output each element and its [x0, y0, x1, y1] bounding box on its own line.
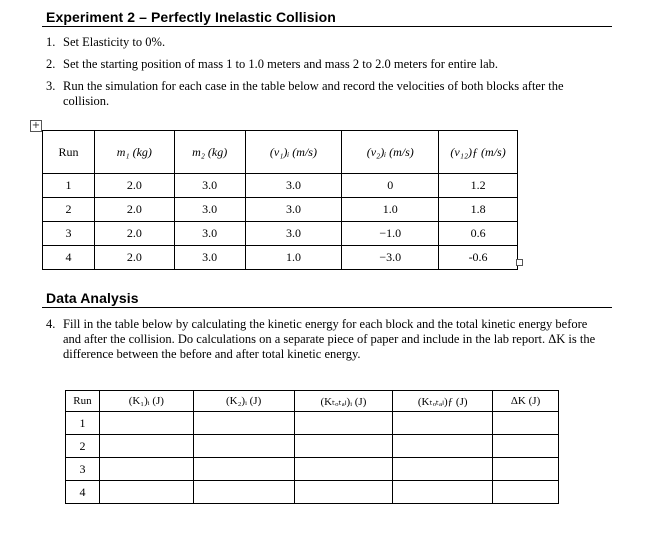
header-cell: (Kₜₒₜₐₗ)ᵢ (J)	[294, 391, 393, 412]
table-cell[interactable]: 1.0	[342, 198, 439, 222]
table-cell[interactable]: 2	[66, 435, 100, 458]
table-cell[interactable]: 1.8	[439, 198, 518, 222]
table-cell[interactable]: -0.6	[439, 246, 518, 270]
step-text: Run the simulation for each case in the table below and record the velocities of both blocks after the collision.	[63, 79, 564, 108]
table-cell[interactable]: 2.0	[94, 222, 174, 246]
header-cell: Run	[43, 131, 95, 174]
table-cell[interactable]	[99, 435, 193, 458]
table-header-row	[66, 391, 559, 412]
table-cell[interactable]	[99, 481, 193, 504]
table-cell[interactable]	[393, 481, 493, 504]
step-text: Set Elasticity to 0%.	[63, 35, 166, 49]
table-cell[interactable]	[193, 412, 294, 435]
header-cell: m₁ (kg)	[94, 131, 174, 174]
table-cell[interactable]: 1.0	[245, 246, 342, 270]
table-cell[interactable]: 1	[66, 412, 100, 435]
table-cell[interactable]	[294, 412, 393, 435]
table-cell[interactable]: 3	[66, 458, 100, 481]
table-cell[interactable]	[193, 435, 294, 458]
table-cell[interactable]: 2.0	[94, 174, 174, 198]
table-cell[interactable]: −1.0	[342, 222, 439, 246]
velocity-table	[42, 130, 518, 270]
table-cell[interactable]	[493, 481, 559, 504]
table-row	[66, 435, 559, 458]
table-cell[interactable]	[493, 435, 559, 458]
table-cell[interactable]	[493, 412, 559, 435]
kinetic-energy-table	[65, 390, 559, 504]
table-cell[interactable]: 4	[66, 481, 100, 504]
table-cell[interactable]	[393, 458, 493, 481]
table-cell[interactable]: 3.0	[174, 246, 245, 270]
table-header-row	[43, 131, 518, 174]
header-cell: Run	[66, 391, 100, 412]
table-cell[interactable]	[294, 481, 393, 504]
table-cell[interactable]: 3.0	[174, 222, 245, 246]
header-cell: (K₂)ᵢ (J)	[193, 391, 294, 412]
table-cell[interactable]	[99, 412, 193, 435]
step-number: 2.	[46, 57, 56, 71]
header-cell: ΔK (J)	[493, 391, 559, 412]
header-cell: m₂ (kg)	[174, 131, 245, 174]
table-cell[interactable]	[393, 435, 493, 458]
table-cell[interactable]: 3.0	[245, 174, 342, 198]
table-cell[interactable]	[294, 458, 393, 481]
table-row	[43, 198, 518, 222]
step-text: Fill in the table below by calculating the kinetic energy for each block and the total kinetic energy before and after the collision. Do calculations on a separate piece of paper and include in the lab report. ΔK is the difference between the before and after total kinetic energy.	[63, 317, 596, 361]
move-handle-icon[interactable]: +	[31, 120, 41, 131]
table-cell[interactable]: 3.0	[174, 174, 245, 198]
table-cell[interactable]: 3.0	[174, 198, 245, 222]
table-row	[66, 458, 559, 481]
section-title-data-analysis: Data Analysis	[46, 290, 139, 306]
title-rule	[42, 307, 612, 308]
header-cell: (v₁)ᵢ (m/s)	[245, 131, 342, 174]
table-cell[interactable]: 1.2	[439, 174, 518, 198]
step-number: 3.	[46, 79, 56, 93]
table-cell[interactable]: 4	[43, 246, 95, 270]
table-cell[interactable]	[193, 481, 294, 504]
table-cell[interactable]: 1	[43, 174, 95, 198]
step-number: 1.	[46, 35, 56, 49]
table-cell[interactable]	[493, 458, 559, 481]
section-title-experiment: Experiment 2 – Perfectly Inelastic Collision	[46, 9, 336, 25]
table-cell[interactable]: 2	[43, 198, 95, 222]
table-row	[43, 246, 518, 270]
step-text: Set the starting position of mass 1 to 1.0 meters and mass 2 to 2.0 meters for entire lab.	[63, 57, 498, 71]
table-cell[interactable]: 2.0	[94, 246, 174, 270]
table-cell[interactable]	[294, 435, 393, 458]
step-number: 4.	[46, 317, 56, 331]
table-cell[interactable]	[99, 458, 193, 481]
table-cell[interactable]: −3.0	[342, 246, 439, 270]
table-cell[interactable]: 3	[43, 222, 95, 246]
table-cell[interactable]	[193, 458, 294, 481]
title-rule	[42, 26, 612, 27]
table-cell[interactable]: 0	[342, 174, 439, 198]
header-cell: (Kₜₒₜₐₗ)ƒ (J)	[393, 391, 493, 412]
resize-handle-icon[interactable]	[516, 259, 523, 266]
header-cell: (v₂)ᵢ (m/s)	[342, 131, 439, 174]
table-row	[43, 174, 518, 198]
header-cell: (v₁₂)ƒ (m/s)	[439, 131, 518, 174]
header-cell: (K₁)ᵢ (J)	[99, 391, 193, 412]
table-cell[interactable]: 0.6	[439, 222, 518, 246]
table-row	[66, 481, 559, 504]
table-cell[interactable]: 3.0	[245, 198, 342, 222]
table-cell[interactable]: 3.0	[245, 222, 342, 246]
table-cell[interactable]	[393, 412, 493, 435]
table-cell[interactable]: 2.0	[94, 198, 174, 222]
table-row	[43, 222, 518, 246]
table-row	[66, 412, 559, 435]
